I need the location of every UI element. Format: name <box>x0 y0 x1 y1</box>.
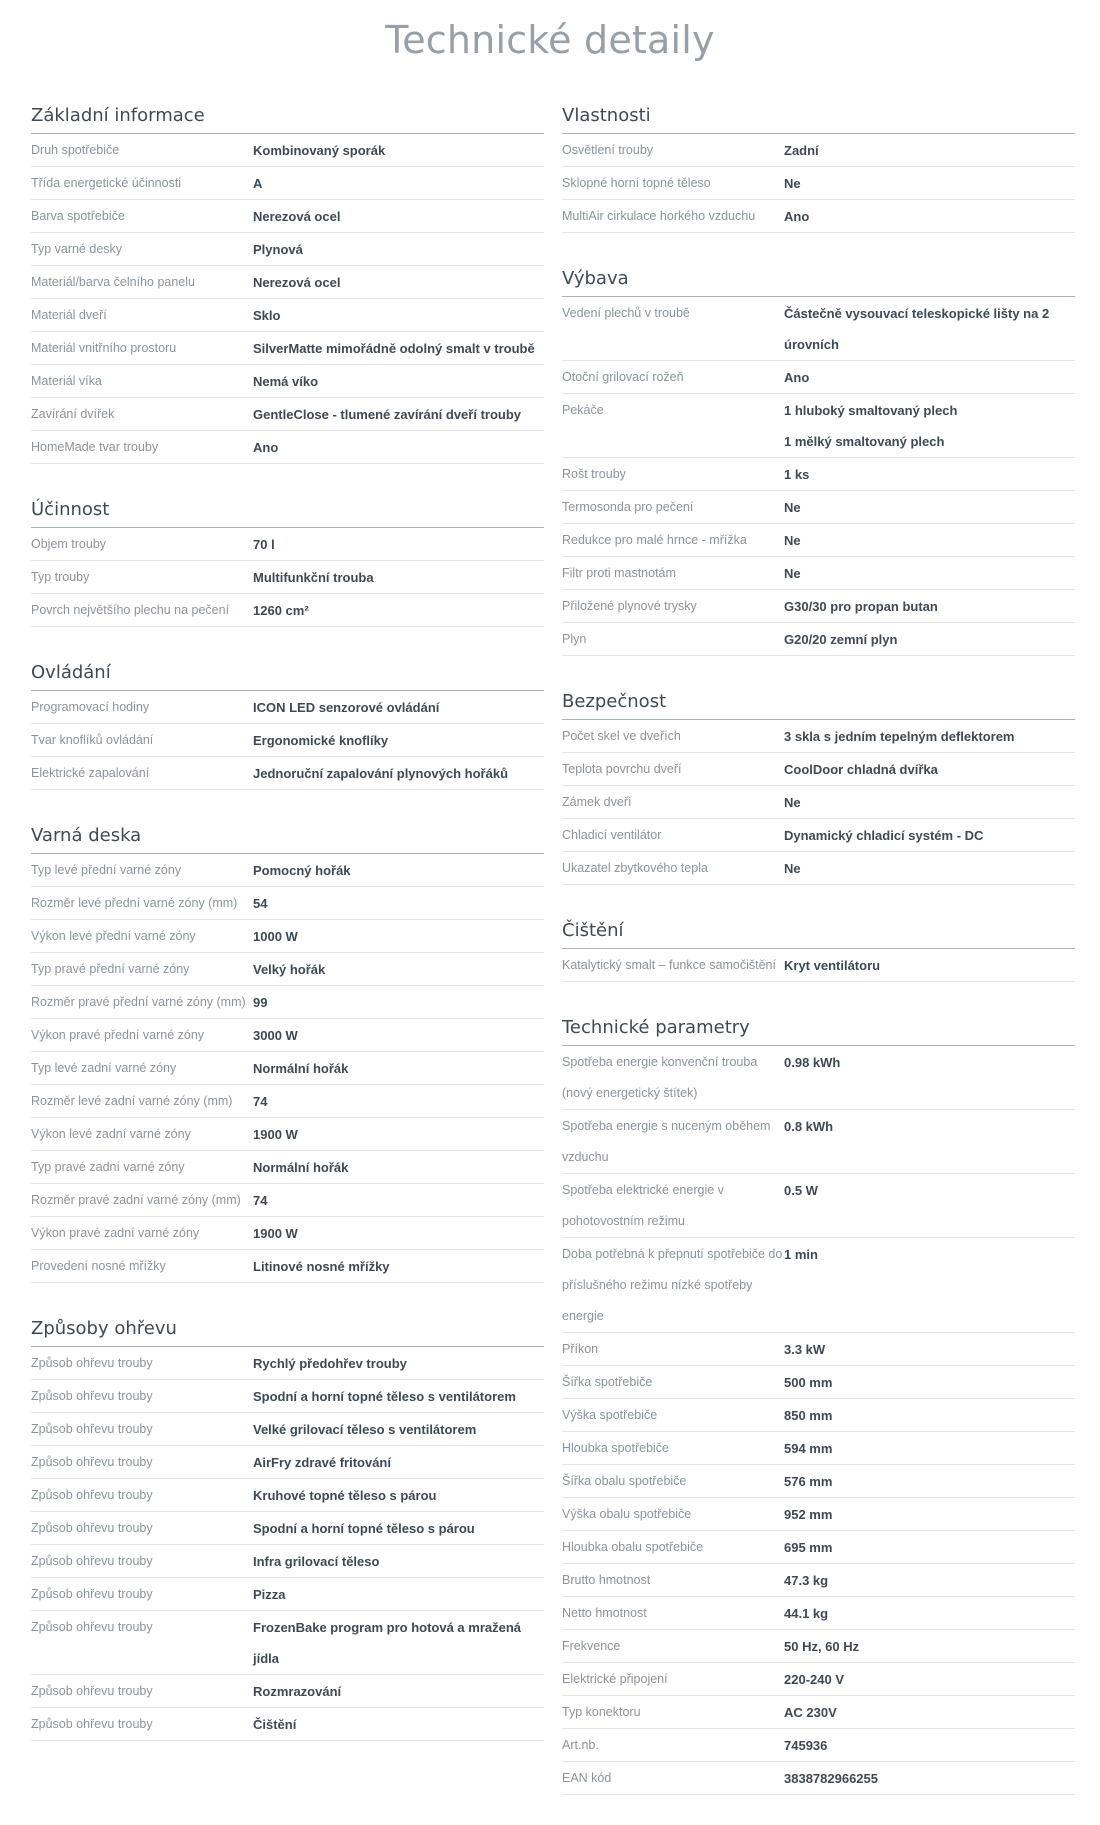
spec-label: Výška spotřebiče <box>562 1408 658 1422</box>
spec-row <box>562 1531 1075 1564</box>
spec-row <box>31 953 544 986</box>
spec-value: 952 mm <box>784 1507 833 1522</box>
columns <box>31 100 1075 1825</box>
section-ovladani <box>31 657 544 790</box>
right-column <box>562 100 1075 1825</box>
spec-label: Otoční grilovací rožeň <box>562 370 684 384</box>
spec-value: Kruhové topné těleso s párou <box>253 1488 437 1503</box>
spec-value: 54 <box>253 896 268 911</box>
spec-label: Třída energetické účinnosti <box>31 176 182 190</box>
spec-row <box>562 1630 1075 1663</box>
spec-value: Ne <box>784 176 801 191</box>
spec-row <box>31 1118 544 1151</box>
spec-row <box>562 1238 1075 1333</box>
spec-value: AirFry zdravé fritování <box>253 1455 391 1470</box>
spec-label: Osvětlení trouby <box>562 143 654 157</box>
spec-label: Elektrické připojení <box>562 1672 668 1686</box>
spec-value: 0.8 kWh <box>784 1119 834 1134</box>
spec-value: A <box>253 176 263 191</box>
spec-value: Nemá víko <box>253 374 319 389</box>
section-cisteni <box>562 915 1075 982</box>
spec-label: Spotřeba energie s nuceným oběhem vzduchu <box>562 1119 771 1164</box>
section-zakladni-informace <box>31 100 544 464</box>
spec-label: Typ pravé zadní varné zóny <box>31 1160 185 1174</box>
spec-value: Pomocný hořák <box>253 863 351 878</box>
spec-label: Typ konektoru <box>562 1705 641 1719</box>
spec-value: Plynová <box>253 242 303 257</box>
spec-label: Způsob ohřevu trouby <box>31 1554 153 1568</box>
spec-value: 99 <box>253 995 268 1010</box>
spec-value: Ano <box>253 440 279 455</box>
spec-value: 50 Hz, 60 Hz <box>784 1639 860 1654</box>
spec-row <box>562 753 1075 786</box>
spec-label: Druh spotřebiče <box>31 143 120 157</box>
spec-label: Způsob ohřevu trouby <box>31 1620 153 1634</box>
spec-row <box>31 757 544 790</box>
spec-value: 850 mm <box>784 1408 833 1423</box>
spec-row <box>31 920 544 953</box>
spec-row <box>31 1512 544 1545</box>
spec-row <box>562 1110 1075 1174</box>
spec-label: Brutto hmotnost <box>562 1573 651 1587</box>
spec-value: 1260 cm² <box>253 603 309 618</box>
spec-label: Termosonda pro pečení <box>562 500 694 514</box>
section-title: Varná deska <box>31 820 544 854</box>
spec-label: Povrch největšího plechu na pečení <box>31 603 230 617</box>
spec-row <box>31 1675 544 1708</box>
spec-label: Typ varné desky <box>31 242 123 256</box>
spec-row <box>562 200 1075 233</box>
spec-row <box>562 1762 1075 1795</box>
section-title: Čištění <box>562 915 1075 949</box>
spec-value: GentleClose - tlumené zavírání dveří trouby <box>253 407 522 422</box>
spec-row <box>562 819 1075 852</box>
spec-row <box>562 1597 1075 1630</box>
spec-label: Spotřeba energie konvenční trouba (nový energetický štítek) <box>562 1055 758 1100</box>
spec-value: Velký hořák <box>253 962 326 977</box>
spec-value: 70 l <box>253 537 275 552</box>
spec-value: G30/30 pro propan butan <box>784 599 938 614</box>
spec-label: Způsob ohřevu trouby <box>31 1422 153 1436</box>
spec-value: 44.1 kg <box>784 1606 829 1621</box>
spec-value: Ne <box>784 566 801 581</box>
spec-label: Barva spotřebiče <box>31 209 125 223</box>
spec-row <box>31 1578 544 1611</box>
section-title: Základní informace <box>31 100 544 134</box>
spec-row <box>31 561 544 594</box>
spec-row <box>562 590 1075 623</box>
section-vybava <box>562 263 1075 656</box>
spec-row <box>562 1174 1075 1238</box>
spec-row <box>31 365 544 398</box>
spec-value: Spodní a horní topné těleso s ventilátorem <box>253 1389 516 1404</box>
spec-value: 695 mm <box>784 1540 833 1555</box>
spec-row <box>562 949 1075 982</box>
spec-row <box>562 1046 1075 1110</box>
spec-value: 47.3 kg <box>784 1573 829 1588</box>
spec-label: Rošt trouby <box>562 467 626 481</box>
spec-row <box>562 557 1075 590</box>
left-column <box>31 100 544 1825</box>
spec-value: SilverMatte mimořádně odolný smalt v troubě <box>253 341 535 356</box>
spec-label: Doba potřebná k přepnutí spotřebiče do příslušného režimu nízké spotřeby energie <box>562 1247 783 1323</box>
spec-value: 0.5 W <box>784 1183 818 1198</box>
spec-label: Šířka obalu spotřebiče <box>562 1474 687 1488</box>
spec-value: 74 <box>253 1193 268 1208</box>
spec-row <box>31 1052 544 1085</box>
spec-value: 1 min <box>784 1247 818 1262</box>
spec-value: Nerezová ocel <box>253 275 341 290</box>
spec-row <box>562 852 1075 885</box>
spec-label: Rozměr levé zadní varné zóny (mm) <box>31 1094 233 1108</box>
section-title: Bezpečnost <box>562 686 1075 720</box>
spec-value: Rozmrazování <box>253 1684 342 1699</box>
section-title: Ovládání <box>31 657 544 691</box>
spec-row <box>31 1019 544 1052</box>
spec-label: Způsob ohřevu trouby <box>31 1356 153 1370</box>
spec-label: HomeMade tvar trouby <box>31 440 159 454</box>
spec-label: Příkon <box>562 1342 599 1356</box>
spec-row <box>31 1479 544 1512</box>
spec-value: Litinové nosné mřížky <box>253 1259 390 1274</box>
spec-label: Rozměr levé přední varné zóny (mm) <box>31 896 238 910</box>
spec-row <box>31 724 544 757</box>
spec-label: Materiál vnitřního prostoru <box>31 341 177 355</box>
spec-row <box>562 720 1075 753</box>
section-vlastnosti <box>562 100 1075 233</box>
spec-row <box>562 167 1075 200</box>
spec-value: Ergonomické knoflíky <box>253 733 389 748</box>
spec-row <box>31 299 544 332</box>
spec-value: Nerezová ocel <box>253 209 341 224</box>
section-title: Způsoby ohřevu <box>31 1313 544 1347</box>
spec-row <box>562 458 1075 491</box>
spec-value: 3838782966255 <box>784 1771 878 1786</box>
spec-row <box>31 200 544 233</box>
spec-label: Počet skel ve dveřích <box>562 729 681 743</box>
section-title: Technické parametry <box>562 1012 1075 1046</box>
section-zpusoby-ohrevu <box>31 1313 544 1741</box>
spec-label: Hloubka obalu spotřebiče <box>562 1540 704 1554</box>
spec-row <box>562 1564 1075 1597</box>
spec-label: Programovací hodiny <box>31 700 150 714</box>
section-varna-deska <box>31 820 544 1283</box>
spec-label: Rozměr pravé zadní varné zóny (mm) <box>31 1193 241 1207</box>
spec-label: Způsob ohřevu trouby <box>31 1455 153 1469</box>
spec-value: Ne <box>784 861 801 876</box>
spec-value: Pizza <box>253 1587 286 1602</box>
spec-label: Provedení nosné mřížky <box>31 1259 166 1273</box>
spec-label: Výkon pravé přední varné zóny <box>31 1028 205 1042</box>
spec-row <box>562 1366 1075 1399</box>
spec-value: Jednoruční zapalování plynových hořáků <box>253 766 509 781</box>
spec-label: Materiál/barva čelního panelu <box>31 275 195 289</box>
spec-label: Zámek dveří <box>562 795 632 809</box>
spec-value: Velké grilovací těleso s ventilátorem <box>253 1422 477 1437</box>
spec-row <box>562 786 1075 819</box>
spec-label: Typ levé zadní varné zóny <box>31 1061 177 1075</box>
spec-row <box>562 1465 1075 1498</box>
spec-value: 3.3 kW <box>784 1342 826 1357</box>
spec-label: Způsob ohřevu trouby <box>31 1587 153 1601</box>
spec-value: 500 mm <box>784 1375 833 1390</box>
spec-value: Normální hořák <box>253 1160 349 1175</box>
spec-value: Částečně vysouvací teleskopické lišty na 2 úrovních <box>784 306 1050 352</box>
spec-label: Plyn <box>562 632 587 646</box>
spec-label: Typ pravé přední varné zóny <box>31 962 190 976</box>
spec-row <box>31 1545 544 1578</box>
spec-value: Kombinovaný sporák <box>253 143 386 158</box>
section-bezpecnost <box>562 686 1075 885</box>
spec-row <box>31 1217 544 1250</box>
spec-row <box>31 528 544 561</box>
spec-row <box>31 1085 544 1118</box>
spec-label: Ukazatel zbytkového tepla <box>562 861 708 875</box>
spec-value: 3000 W <box>253 1028 298 1043</box>
spec-label: Typ trouby <box>31 570 90 584</box>
spec-row <box>31 1611 544 1675</box>
spec-label: Tvar knoflíků ovládání <box>31 733 154 747</box>
spec-label: MultiAir cirkulace horkého vzduchu <box>562 209 756 223</box>
spec-value: Čištění <box>253 1717 297 1732</box>
spec-label: Způsob ohřevu trouby <box>31 1488 153 1502</box>
spec-value: 1 hluboký smaltovaný plech 1 mělký smaltovaný plech <box>784 403 958 449</box>
spec-value: Zadní <box>784 143 819 158</box>
spec-row <box>562 1399 1075 1432</box>
spec-label: Výkon levé přední varné zóny <box>31 929 196 943</box>
spec-row <box>31 691 544 724</box>
spec-row <box>31 332 544 365</box>
page-title: Technické detaily <box>385 18 715 62</box>
spec-label: Způsob ohřevu trouby <box>31 1521 153 1535</box>
spec-label: Výkon pravé zadní varné zóny <box>31 1226 200 1240</box>
spec-value: 220-240 V <box>784 1672 844 1687</box>
spec-label: Elektrické zapalování <box>31 766 150 780</box>
spec-value: FrozenBake program pro hotová a mražená jídla <box>253 1620 522 1666</box>
spec-label: Art.nb. <box>562 1738 599 1752</box>
spec-value: Infra grilovací těleso <box>253 1554 380 1569</box>
spec-row <box>562 134 1075 167</box>
spec-value: Ano <box>784 209 810 224</box>
spec-row <box>562 1696 1075 1729</box>
spec-label: Spotřeba elektrické energie v pohotovostním režimu <box>562 1183 724 1228</box>
spec-label: Teplota povrchu dveří <box>562 762 682 776</box>
spec-value: Rychlý předohřev trouby <box>253 1356 407 1371</box>
spec-value: 576 mm <box>784 1474 833 1489</box>
spec-row <box>562 491 1075 524</box>
spec-label: Výška obalu spotřebiče <box>562 1507 692 1521</box>
spec-row <box>31 398 544 431</box>
spec-label: Typ levé přední varné zóny <box>31 863 182 877</box>
spec-row <box>31 266 544 299</box>
spec-label: Frekvence <box>562 1639 621 1653</box>
section-title: Výbava <box>562 263 1075 297</box>
spec-value: Ne <box>784 533 801 548</box>
spec-value: G20/20 zemní plyn <box>784 632 898 647</box>
section-title: Vlastnosti <box>562 100 1075 134</box>
spec-label: Chladicí ventilátor <box>562 828 662 842</box>
spec-row <box>31 233 544 266</box>
spec-row <box>31 854 544 887</box>
spec-row <box>562 1729 1075 1762</box>
spec-value: CoolDoor chladná dvířka <box>784 762 938 777</box>
spec-row <box>562 623 1075 656</box>
spec-row <box>31 1380 544 1413</box>
spec-row <box>31 1250 544 1283</box>
spec-value: Ne <box>784 795 801 810</box>
spec-row <box>31 1446 544 1479</box>
spec-label: Sklopné horní topné těleso <box>562 176 711 190</box>
spec-row <box>562 361 1075 394</box>
spec-value: AC 230V <box>784 1705 837 1720</box>
spec-value: 1900 W <box>253 1226 298 1241</box>
spec-label: Materiál dveří <box>31 308 107 322</box>
spec-label: Vedení plechů v troubě <box>562 306 690 320</box>
spec-label: Přiložené plynové trysky <box>562 599 697 613</box>
spec-row <box>31 1347 544 1380</box>
spec-value: Spodní a horní topné těleso s párou <box>253 1521 475 1536</box>
spec-label: Výkon levé zadní varné zóny <box>31 1127 191 1141</box>
spec-value: 1000 W <box>253 929 298 944</box>
spec-label: EAN kód <box>562 1771 612 1785</box>
spec-row <box>31 1413 544 1446</box>
spec-label: Rozměr pravé přední varné zóny (mm) <box>31 995 246 1009</box>
spec-label: Redukce pro malé hrnce - mřížka <box>562 533 747 547</box>
spec-value: Ne <box>784 500 801 515</box>
spec-row <box>31 887 544 920</box>
spec-row <box>562 524 1075 557</box>
spec-row <box>562 1432 1075 1465</box>
spec-row <box>562 1663 1075 1696</box>
spec-label: Netto hmotnost <box>562 1606 647 1620</box>
spec-value: Kryt ventilátoru <box>784 958 881 973</box>
spec-row <box>31 1184 544 1217</box>
spec-label: Zavírání dvířek <box>31 407 115 421</box>
spec-row <box>562 297 1075 361</box>
spec-row <box>562 1333 1075 1366</box>
spec-label: Objem trouby <box>31 537 107 551</box>
spec-row <box>31 1708 544 1741</box>
spec-label: Hloubka spotřebiče <box>562 1441 670 1455</box>
spec-row <box>562 1498 1075 1531</box>
spec-value: Normální hořák <box>253 1061 349 1076</box>
spec-label: Způsob ohřevu trouby <box>31 1717 153 1731</box>
spec-row <box>31 167 544 200</box>
spec-label: Šířka spotřebiče <box>562 1375 653 1389</box>
spec-value: 594 mm <box>784 1441 833 1456</box>
spec-row <box>31 594 544 627</box>
spec-row <box>31 431 544 464</box>
spec-row <box>562 394 1075 458</box>
spec-label: Filtr proti mastnotám <box>562 566 676 580</box>
section-ucinnost <box>31 494 544 627</box>
spec-label: Katalytický smalt – funkce samočištění <box>562 958 776 972</box>
spec-value: Dynamický chladicí systém - DC <box>784 828 984 843</box>
spec-label: Způsob ohřevu trouby <box>31 1684 153 1698</box>
spec-label: Pekáče <box>562 403 604 417</box>
spec-row <box>31 1151 544 1184</box>
spec-value: Sklo <box>253 308 281 323</box>
spec-value: 3 skla s jedním tepelným deflektorem <box>784 729 1015 744</box>
section-title: Účinnost <box>31 494 544 528</box>
spec-value: 745936 <box>784 1738 828 1753</box>
spec-row <box>31 134 544 167</box>
spec-label: Materiál víka <box>31 374 102 388</box>
spec-value: 74 <box>253 1094 268 1109</box>
spec-row <box>31 986 544 1019</box>
spec-value: 1900 W <box>253 1127 298 1142</box>
spec-value: Ano <box>784 370 810 385</box>
spec-value: ICON LED senzorové ovládání <box>253 700 440 715</box>
section-technicke-parametry <box>562 1012 1075 1795</box>
spec-value: Multifunkční trouba <box>253 570 374 585</box>
spec-value: 0.98 kWh <box>784 1055 841 1070</box>
spec-value: 1 ks <box>784 467 810 482</box>
spec-label: Způsob ohřevu trouby <box>31 1389 153 1403</box>
